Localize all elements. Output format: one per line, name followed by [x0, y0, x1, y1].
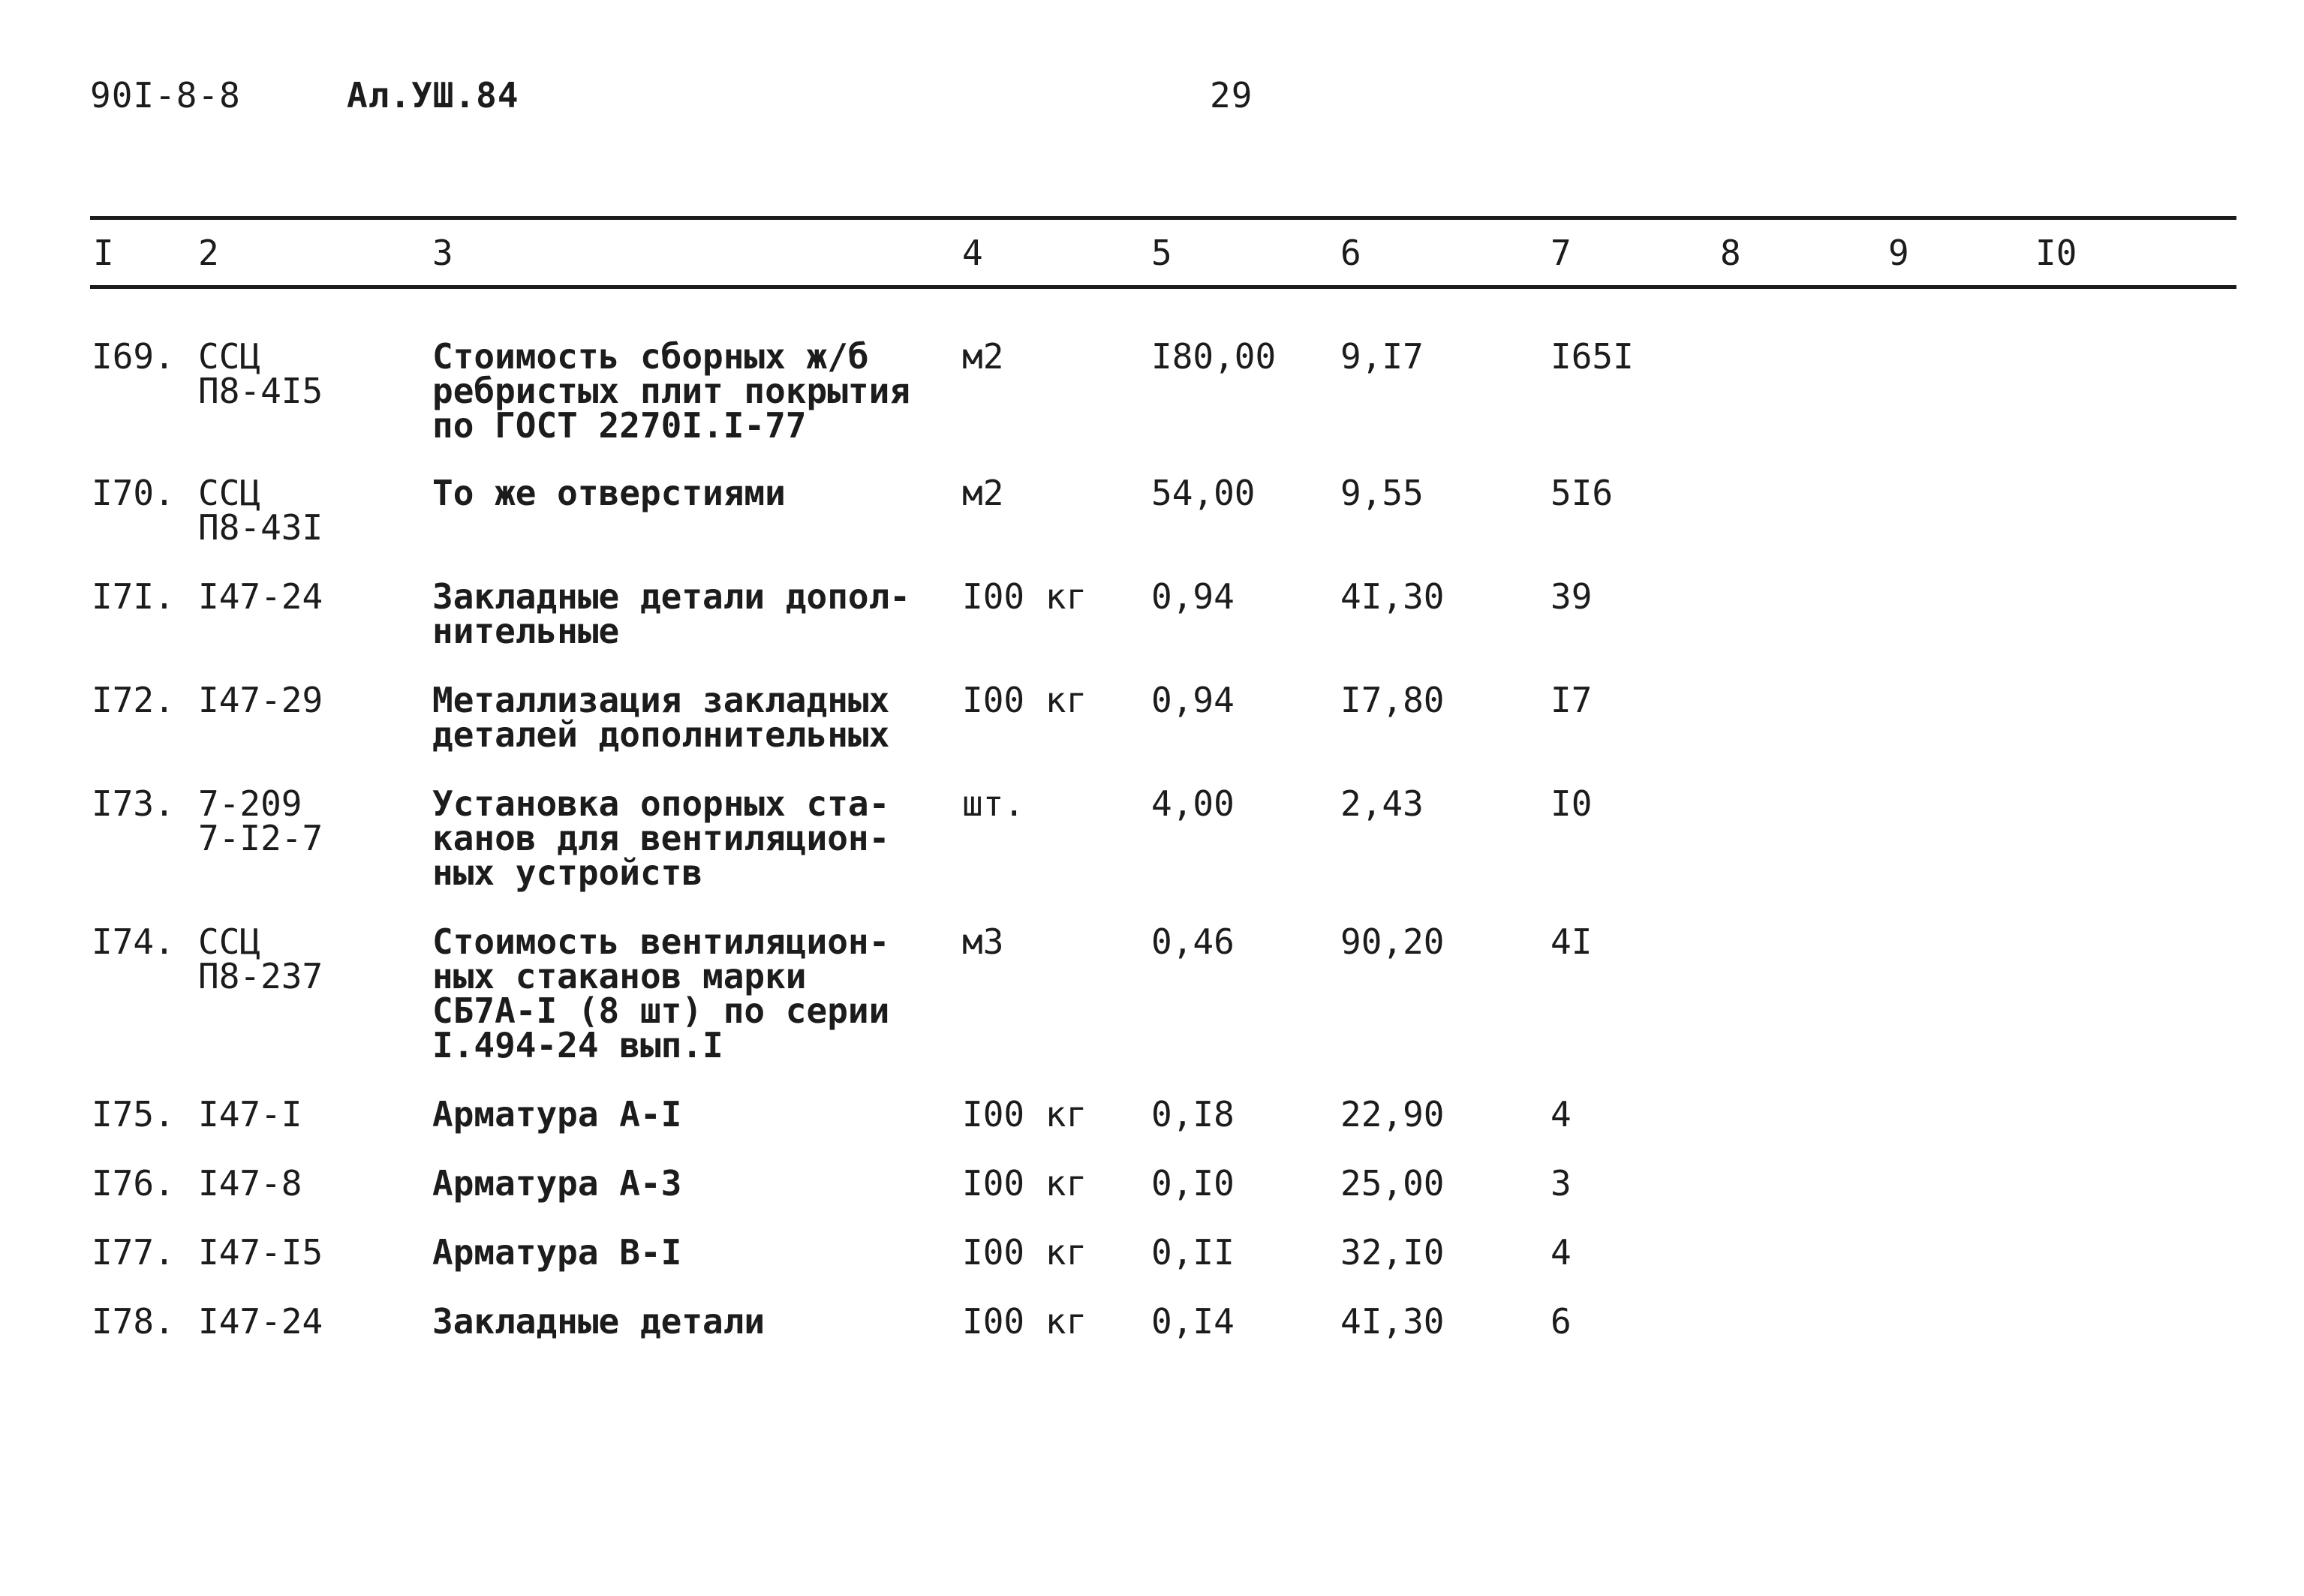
work-description: Стоимость сборных ж/б ребристых плит покрытия по ГОСТ 2270I.I-77 — [432, 336, 910, 446]
quantity: I80,00 — [1151, 336, 1277, 377]
unit: шт. — [962, 783, 1025, 824]
column-header-4: 4 — [962, 233, 983, 273]
rate-code: I47-I — [198, 1094, 302, 1135]
unit-price: 9,55 — [1340, 473, 1424, 513]
work-description: То же отверстиями — [432, 473, 786, 513]
total-cost: 5I6 — [1551, 473, 1614, 513]
work-description: Арматура А-3 — [432, 1163, 682, 1204]
total-cost: 4 — [1551, 1232, 1572, 1273]
column-header-5: 5 — [1151, 233, 1172, 273]
total-cost: I0 — [1551, 783, 1593, 824]
unit: I00 кг — [962, 680, 1087, 720]
unit: м3 — [962, 921, 1004, 962]
work-description: Арматура А-I — [432, 1094, 682, 1135]
row-number: I74. — [92, 921, 175, 962]
rate-code: ССЦ П8-4I5 — [198, 336, 323, 411]
total-cost: I65I — [1551, 336, 1634, 377]
total-cost: 4I — [1551, 921, 1593, 962]
quantity: 0,94 — [1151, 576, 1235, 617]
row-number: I73. — [92, 783, 175, 824]
rate-code: ССЦ П8-43I — [198, 473, 323, 548]
work-description: Установка опорных ста- канов для вентиляцион- ных устройств — [432, 783, 890, 893]
column-header-6: 6 — [1340, 233, 1361, 273]
total-cost: 4 — [1551, 1094, 1572, 1135]
unit-price: 32,I0 — [1340, 1232, 1445, 1273]
quantity: 0,I0 — [1151, 1163, 1235, 1204]
quantity: 0,I8 — [1151, 1094, 1235, 1135]
rate-code: 7-209 7-I2-7 — [198, 783, 323, 858]
unit-price: 4I,30 — [1340, 576, 1445, 617]
unit-price: 25,00 — [1340, 1163, 1445, 1204]
row-number: I75. — [92, 1094, 175, 1135]
total-cost: 3 — [1551, 1163, 1572, 1204]
row-number: I77. — [92, 1232, 175, 1273]
unit-price: I7,80 — [1340, 680, 1445, 720]
unit-price: 9,I7 — [1340, 336, 1424, 377]
total-cost: 39 — [1551, 576, 1593, 617]
total-cost: I7 — [1551, 680, 1593, 720]
album-reference: Ал.УШ.84 — [347, 75, 519, 116]
column-header-3: 3 — [432, 233, 453, 273]
rate-code: I47-24 — [198, 1301, 323, 1342]
column-header-7: 7 — [1551, 233, 1572, 273]
table-top-rule — [90, 216, 2236, 220]
unit-price: 90,20 — [1340, 921, 1445, 962]
rate-code: I47-29 — [198, 680, 323, 720]
unit: м2 — [962, 473, 1004, 513]
quantity: 54,00 — [1151, 473, 1256, 513]
row-number: I7I. — [92, 576, 175, 617]
quantity: 0,46 — [1151, 921, 1235, 962]
unit: I00 кг — [962, 1301, 1087, 1342]
row-number: I70. — [92, 473, 175, 513]
quantity: 0,II — [1151, 1232, 1235, 1273]
row-number: I72. — [92, 680, 175, 720]
rate-code: ССЦ П8-237 — [198, 921, 323, 996]
work-description: Арматура В-I — [432, 1232, 682, 1273]
unit: I00 кг — [962, 576, 1087, 617]
row-number: I76. — [92, 1163, 175, 1204]
unit: м2 — [962, 336, 1004, 377]
column-header-8: 8 — [1720, 233, 1741, 273]
work-description: Металлизация закладных деталей дополнительных — [432, 680, 890, 755]
work-description: Закладные детали допол- нительные — [432, 576, 910, 651]
unit: I00 кг — [962, 1163, 1087, 1204]
rate-code: I47-24 — [198, 576, 323, 617]
unit: I00 кг — [962, 1094, 1087, 1135]
row-number: I69. — [92, 336, 175, 377]
quantity: 0,94 — [1151, 680, 1235, 720]
work-description: Стоимость вентиляцион- ных стаканов марки СБ7А-I (8 шт) по серии I.494-24 вып.I — [432, 921, 890, 1066]
unit-price: 2,43 — [1340, 783, 1424, 824]
total-cost: 6 — [1551, 1301, 1572, 1342]
column-header-2: 2 — [198, 233, 219, 273]
work-description: Закладные детали — [432, 1301, 765, 1342]
rate-code: I47-8 — [198, 1163, 302, 1204]
table-header-rule — [90, 285, 2236, 289]
row-number: I78. — [92, 1301, 175, 1342]
column-header-10: I0 — [2035, 233, 2077, 273]
column-header-1: I — [93, 233, 114, 273]
page-number: 29 — [1210, 75, 1253, 116]
quantity: 4,00 — [1151, 783, 1235, 824]
rate-code: I47-I5 — [198, 1232, 323, 1273]
column-header-9: 9 — [1888, 233, 1909, 273]
unit: I00 кг — [962, 1232, 1087, 1273]
document-code: 90I-8-8 — [90, 75, 241, 116]
quantity: 0,I4 — [1151, 1301, 1235, 1342]
unit-price: 22,90 — [1340, 1094, 1445, 1135]
unit-price: 4I,30 — [1340, 1301, 1445, 1342]
